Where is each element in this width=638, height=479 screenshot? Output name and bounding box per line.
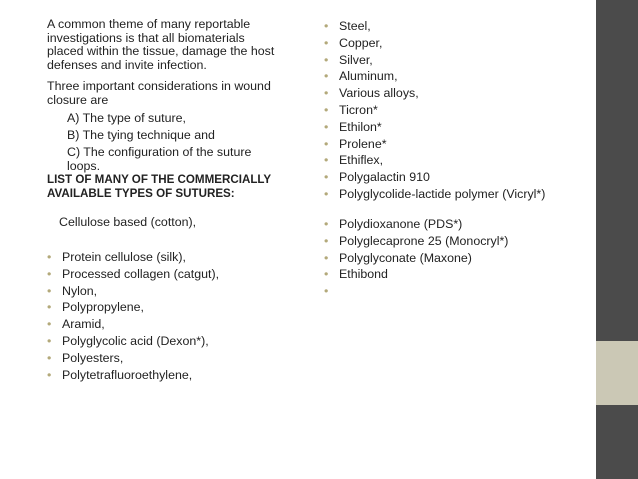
bullet-icon: •	[324, 186, 329, 201]
bullet-icon: •	[324, 170, 329, 185]
bullet-icon: •	[324, 284, 329, 299]
bullet-icon: •	[47, 300, 52, 315]
list-item: • Polydioxanone (PDS*)	[324, 216, 463, 231]
side-rail-accent	[596, 341, 638, 405]
list-item: • Various alloys,	[324, 86, 419, 101]
list-item: • Ethiflex,	[324, 153, 384, 168]
consideration-item: B) The tying technique and	[67, 128, 215, 142]
list-item: • Protein cellulose (silk),	[47, 250, 186, 264]
list-item: • Processed collagen (catgut),	[47, 266, 220, 281]
list-item: • Polyglycolic acid (Dexon*),	[47, 333, 209, 348]
bullet-icon: •	[47, 283, 52, 298]
bullet-icon: •	[47, 250, 52, 264]
bullet-icon: •	[324, 102, 329, 117]
bullet-icon: •	[324, 119, 329, 134]
bullet-icon: •	[324, 19, 329, 33]
list-heading: LIST OF MANY OF THE COMMERCIALLY AVAILABLE TYPES OF SUTURES:	[47, 173, 271, 200]
list-item: • Polyesters,	[47, 350, 124, 365]
list-item: • Ticron*	[324, 102, 378, 117]
list-item: • Polyglyconate (Maxone)	[324, 250, 472, 265]
bullet-icon: •	[324, 35, 329, 50]
list-item: • Nylon,	[47, 283, 98, 298]
bullet-icon: •	[324, 233, 329, 248]
list-item-cellulose: Cellulose based (cotton),	[59, 215, 197, 229]
list-item: • Aramid,	[47, 317, 105, 332]
left-bullet-list	[47, 250, 282, 384]
list-item: • Copper,	[324, 35, 383, 50]
list-item: • Prolene*	[324, 136, 387, 151]
side-rail	[596, 0, 638, 479]
list-item: • Silver,	[324, 52, 373, 67]
bullet-icon: •	[324, 250, 329, 265]
consideration-item: C) The configuration of the suture loops.	[67, 145, 252, 173]
list-item: • Aluminum,	[324, 69, 398, 84]
list-item: • Polygalactin 910	[324, 170, 430, 185]
list-item: • Polyglecaprone 25 (Monocryl*)	[324, 233, 509, 248]
bullet-icon: •	[324, 216, 329, 231]
bullet-icon: •	[324, 69, 329, 84]
list-item: • Polyglycolide-lactide polymer (Vicryl*)	[324, 186, 546, 201]
right-bullet-list	[324, 19, 549, 301]
list-item: • Ethibond	[324, 267, 388, 282]
consideration-item: A) The type of suture,	[67, 111, 186, 125]
bullet-icon: •	[324, 136, 329, 151]
considerations-intro: Three important considerations in wound closure are	[47, 79, 271, 107]
bullet-icon: •	[47, 317, 52, 332]
intro-paragraph: A common theme of many reportable investigations is that all biomaterials placed within the tissue, damage the host defenses and invite infection.	[47, 17, 275, 72]
bullet-icon: •	[47, 266, 52, 281]
list-item	[324, 284, 549, 301]
bullet-icon: •	[47, 367, 52, 382]
list-item: • Polytetrafluoroethylene,	[47, 367, 193, 382]
bullet-icon: •	[47, 350, 52, 365]
bullet-icon: •	[324, 52, 329, 67]
bullet-icon: •	[324, 86, 329, 101]
bullet-icon: •	[324, 267, 329, 282]
bullet-icon: •	[47, 333, 52, 348]
list-item: • Ethilon*	[324, 119, 382, 134]
list-item: • Steel,	[324, 19, 371, 33]
bullet-icon: •	[324, 153, 329, 168]
list-item: • Polypropylene,	[47, 300, 144, 315]
